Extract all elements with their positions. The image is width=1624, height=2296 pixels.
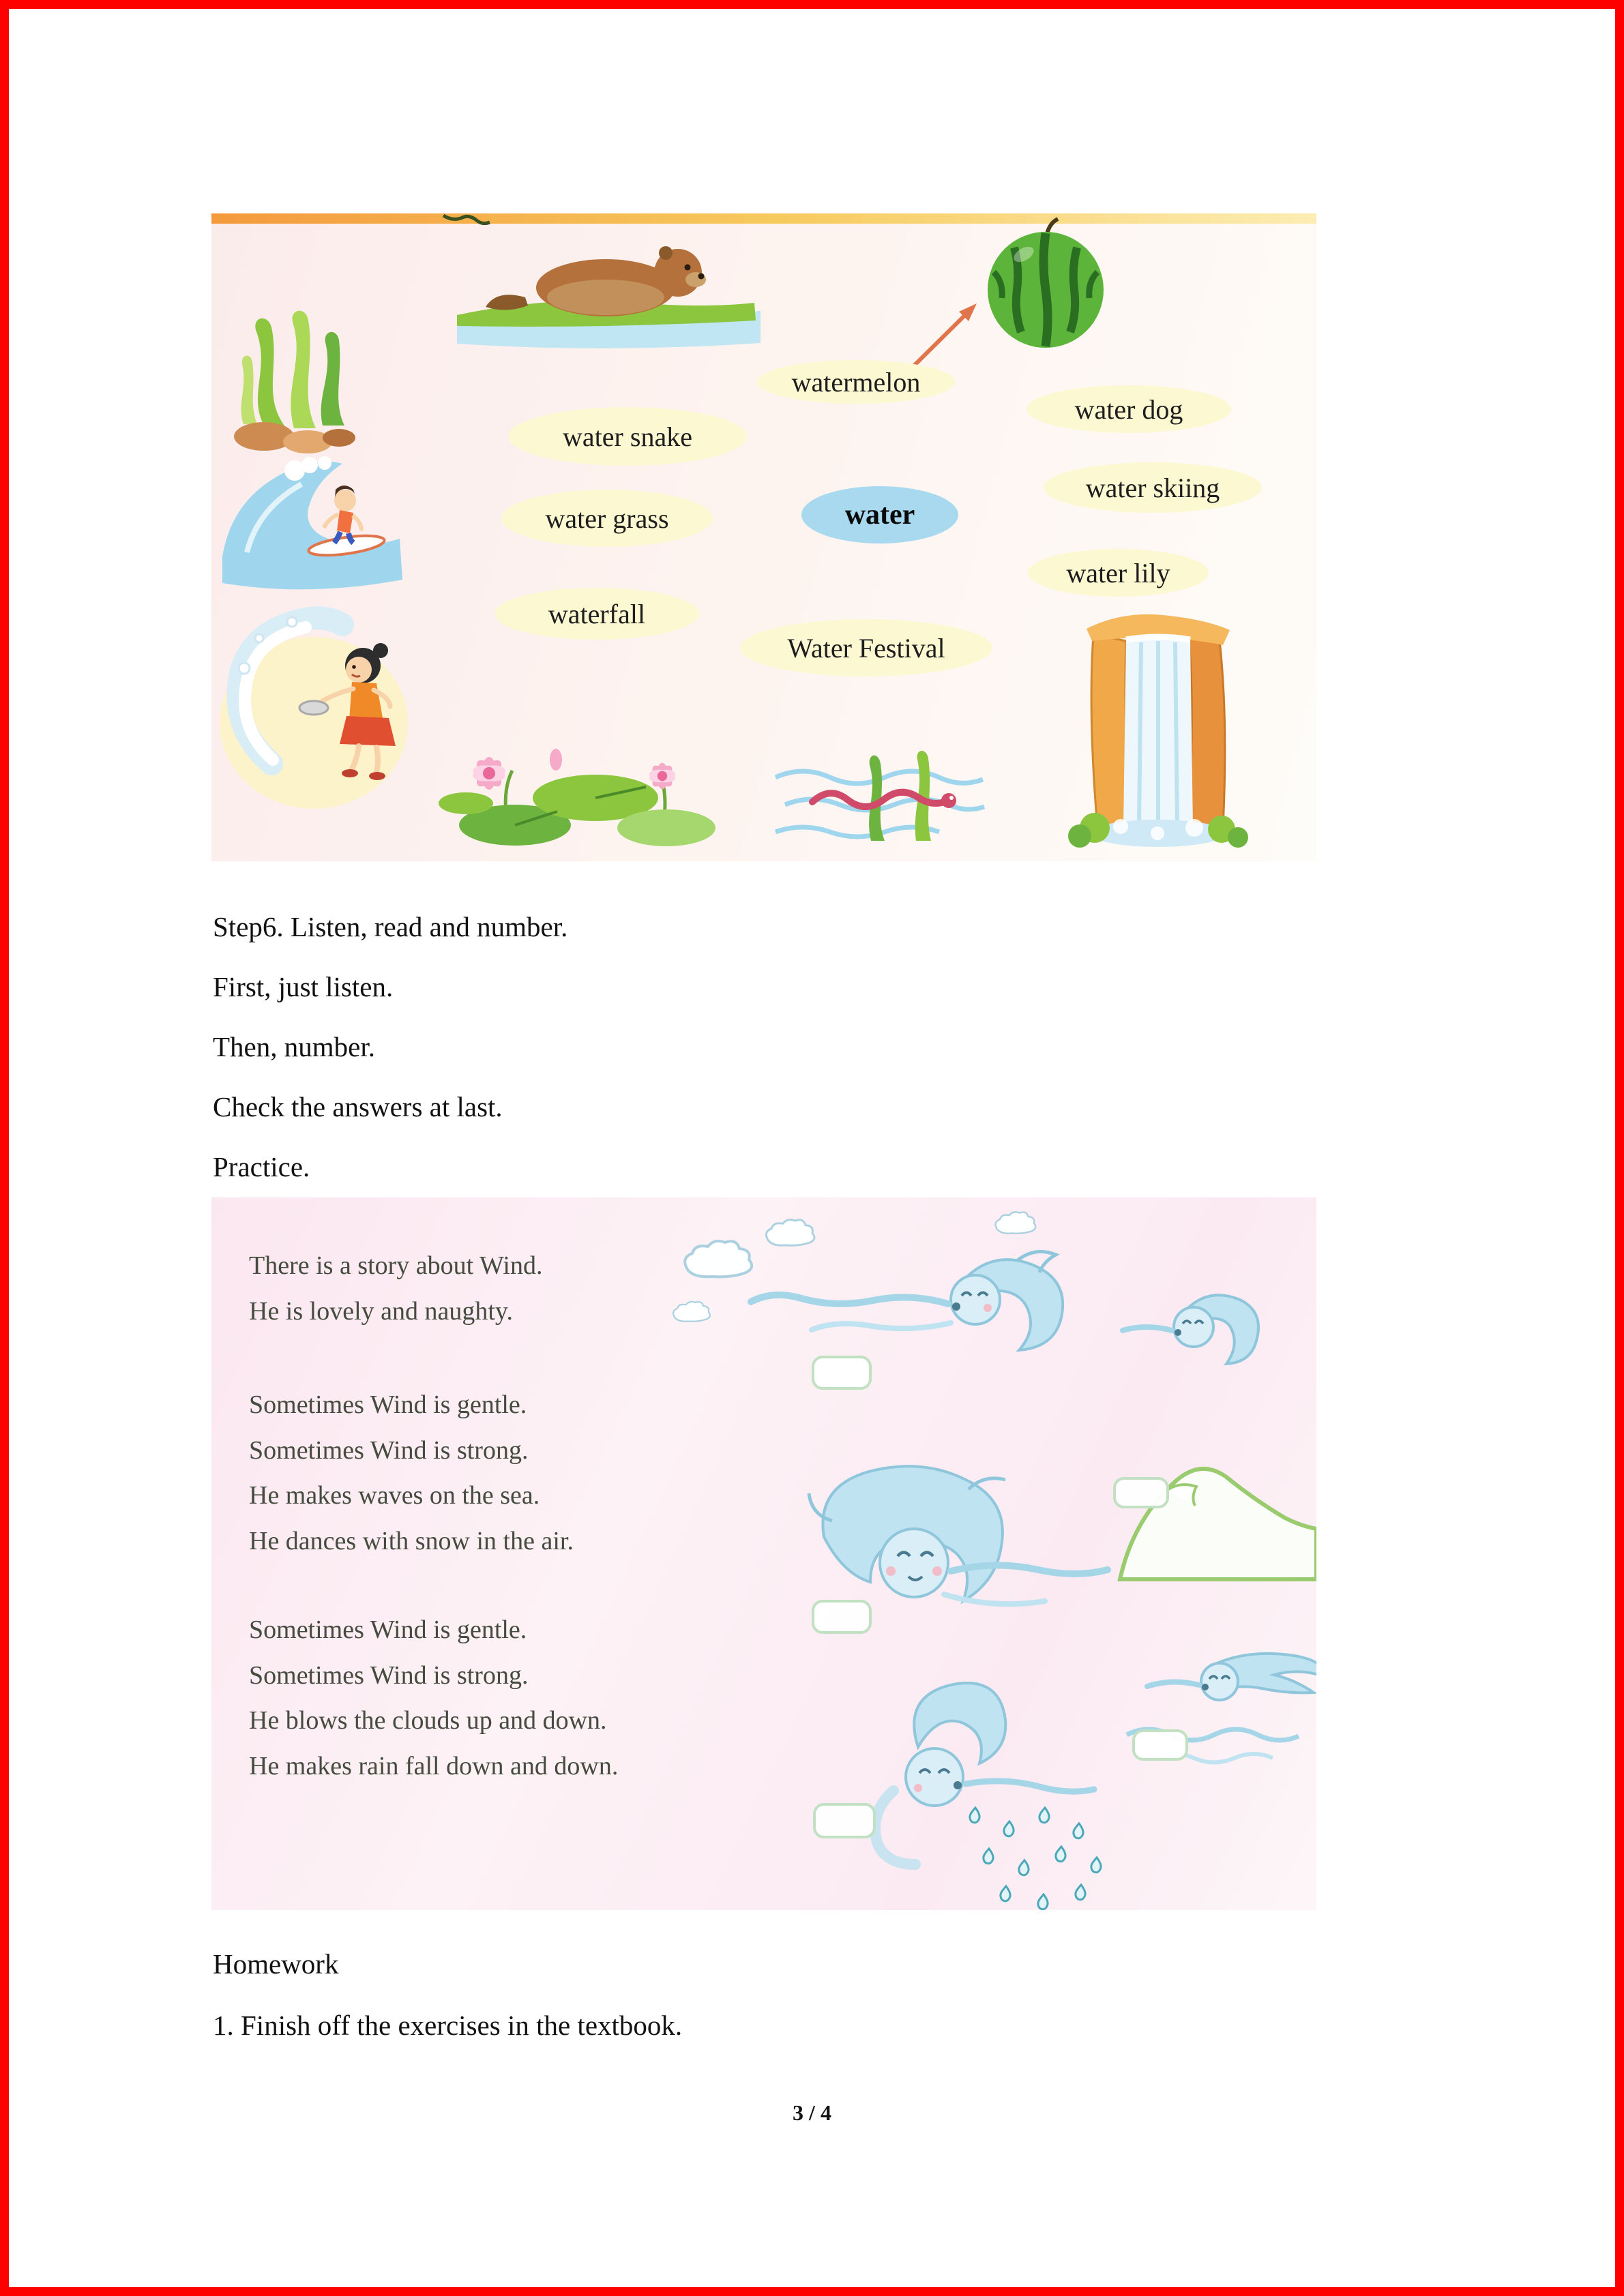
wind-story-line: Sometimes Wind is gentle. [249, 1615, 527, 1644]
bubble-water-grass: water grass [501, 490, 713, 547]
waterfall-illustration [1068, 614, 1248, 848]
bubble-water-skiing: water skiing [1044, 462, 1262, 513]
wind-spirit-3 [809, 1466, 1108, 1604]
water-skiing-illustration [222, 456, 402, 589]
step6-line-first: First, just listen. [213, 971, 394, 1002]
wind-story-line: He is lovely and naughty. [249, 1297, 513, 1326]
water-dog-illustration [457, 246, 761, 348]
bubble-water-festival: Water Festival [740, 619, 992, 676]
wind-story-line: He blows the clouds up and down. [249, 1706, 607, 1735]
watermelon-illustration [988, 219, 1104, 348]
bubble-watermelon: watermelon [757, 360, 955, 404]
answer-box [1132, 1729, 1188, 1761]
bubble-water-snake: water snake [508, 407, 747, 466]
water-festival-illustration [220, 617, 408, 809]
step6-line-practice: Practice. [213, 1151, 310, 1182]
water-lily-illustration [439, 749, 715, 846]
bubble-water-dog: water dog [1027, 385, 1231, 433]
wind-spirit-4 [1147, 1654, 1316, 1700]
wind-story-line: He makes waves on the sea. [249, 1481, 540, 1510]
answer-box [813, 1803, 876, 1838]
wind-spirit-1 [751, 1252, 1063, 1351]
answer-box [1113, 1477, 1169, 1508]
bubble-waterfall: waterfall [494, 588, 699, 640]
water-word-map-image [211, 213, 1316, 861]
wind-story-line: Sometimes Wind is strong. [249, 1661, 529, 1690]
answer-box [812, 1356, 872, 1390]
homework-item: 1. Finish off the exercises in the textbook. [213, 2010, 683, 2041]
step6-line-then: Then, number. [213, 1031, 375, 1062]
wind-spirit-2 [1123, 1295, 1258, 1364]
bubble-water-lily: water lily [1028, 549, 1209, 597]
homework-heading: Homework [213, 1948, 339, 1980]
answer-box [812, 1600, 872, 1634]
wind-spirit-5 [875, 1683, 1094, 1864]
step6-line-check: Check the answers at last. [213, 1091, 503, 1122]
bubble-water-center: water [801, 486, 958, 543]
scan-edge-strip [211, 213, 1316, 224]
wind-story-line: He dances with snow in the air. [249, 1527, 574, 1555]
water-map-illustrations [211, 213, 1316, 861]
raindrops-icon [970, 1808, 1101, 1909]
wind-story-line: Sometimes Wind is gentle. [249, 1390, 527, 1419]
step6-heading: Step6. Listen, read and number. [213, 911, 568, 942]
wind-story-image [211, 1197, 1316, 1910]
wind-story-line: Sometimes Wind is strong. [249, 1436, 529, 1465]
seaweed-illustration [234, 311, 355, 453]
wind-story-line: There is a story about Wind. [249, 1251, 543, 1280]
water-snake-illustration [776, 751, 984, 841]
wind-story-line: He makes rain fall down and down. [249, 1752, 619, 1780]
page-number: 3 / 4 [793, 2100, 831, 2125]
